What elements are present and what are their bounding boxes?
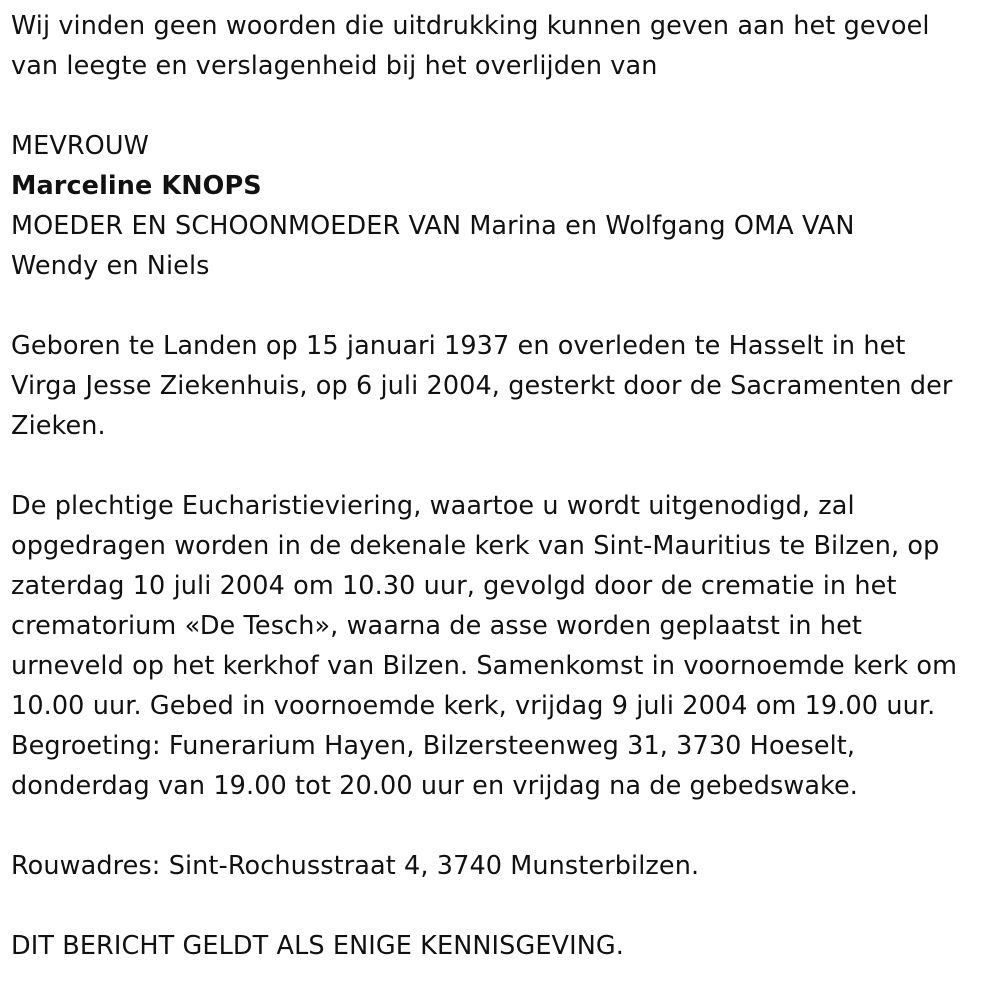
ceremony-line: Begroeting: Funerarium Hayen, Bilzersteenweg 31, 3730 Hoeselt, bbox=[11, 731, 856, 761]
ceremony-line: De plechtige Eucharistieviering, waartoe u wordt uitgenodigd, zal bbox=[11, 491, 855, 521]
obituary-document bbox=[11, 6, 991, 966]
mourning-address: Rouwadres: Sint-Rochusstraat 4, 3740 Munsterbilzen. bbox=[11, 851, 700, 881]
deceased-block bbox=[11, 126, 991, 286]
birth-death-line: Virga Jesse Ziekenhuis, op 6 juli 2004, gesterkt door de Sacramenten der bbox=[11, 371, 953, 401]
deceased-name: Marceline KNOPS bbox=[11, 171, 262, 201]
spacer bbox=[11, 286, 991, 326]
birth-death-line: Geboren te Landen op 15 januari 1937 en overleden te Hasselt in het bbox=[11, 331, 906, 361]
ceremony-line: zaterdag 10 juli 2004 om 10.30 uur, gevolgd door de crematie in het bbox=[11, 571, 897, 601]
intro-paragraph bbox=[11, 6, 991, 86]
ceremony-line: opgedragen worden in de dekenale kerk van Sint-Mauritius te Bilzen, op bbox=[11, 531, 940, 561]
ceremony-line: 10.00 uur. Gebed in voornoemde kerk, vrijdag 9 juli 2004 om 19.00 uur. bbox=[11, 691, 936, 721]
ceremony-paragraph bbox=[11, 486, 991, 806]
ceremony-line: donderdag van 19.00 tot 20.00 uur en vrijdag na de gebedswake. bbox=[11, 771, 859, 801]
notice-text: DIT BERICHT GELDT ALS ENIGE KENNISGEVING. bbox=[11, 931, 624, 961]
ceremony-line: crematorium «De Tesch», waarna de asse worden geplaatst in het bbox=[11, 611, 862, 641]
relation-line: MOEDER EN SCHOONMOEDER VAN Marina en Wolfgang OMA VAN bbox=[11, 211, 855, 241]
address-paragraph bbox=[11, 846, 991, 886]
intro-line: Wij vinden geen woorden die uitdrukking kunnen geven aan het gevoel bbox=[11, 11, 930, 41]
spacer bbox=[11, 86, 991, 126]
birth-death-paragraph bbox=[11, 326, 991, 446]
birth-death-line: Zieken. bbox=[11, 411, 106, 441]
notice-paragraph bbox=[11, 926, 991, 966]
spacer bbox=[11, 806, 991, 846]
ceremony-line: urneveld op het kerkhof van Bilzen. Samenkomst in voornoemde kerk om bbox=[11, 651, 958, 681]
deceased-title: MEVROUW bbox=[11, 131, 149, 161]
intro-line: van leegte en verslagenheid bij het overlijden van bbox=[11, 51, 658, 81]
spacer bbox=[11, 446, 991, 486]
spacer bbox=[11, 886, 991, 926]
relation-line: Wendy en Niels bbox=[11, 251, 210, 281]
